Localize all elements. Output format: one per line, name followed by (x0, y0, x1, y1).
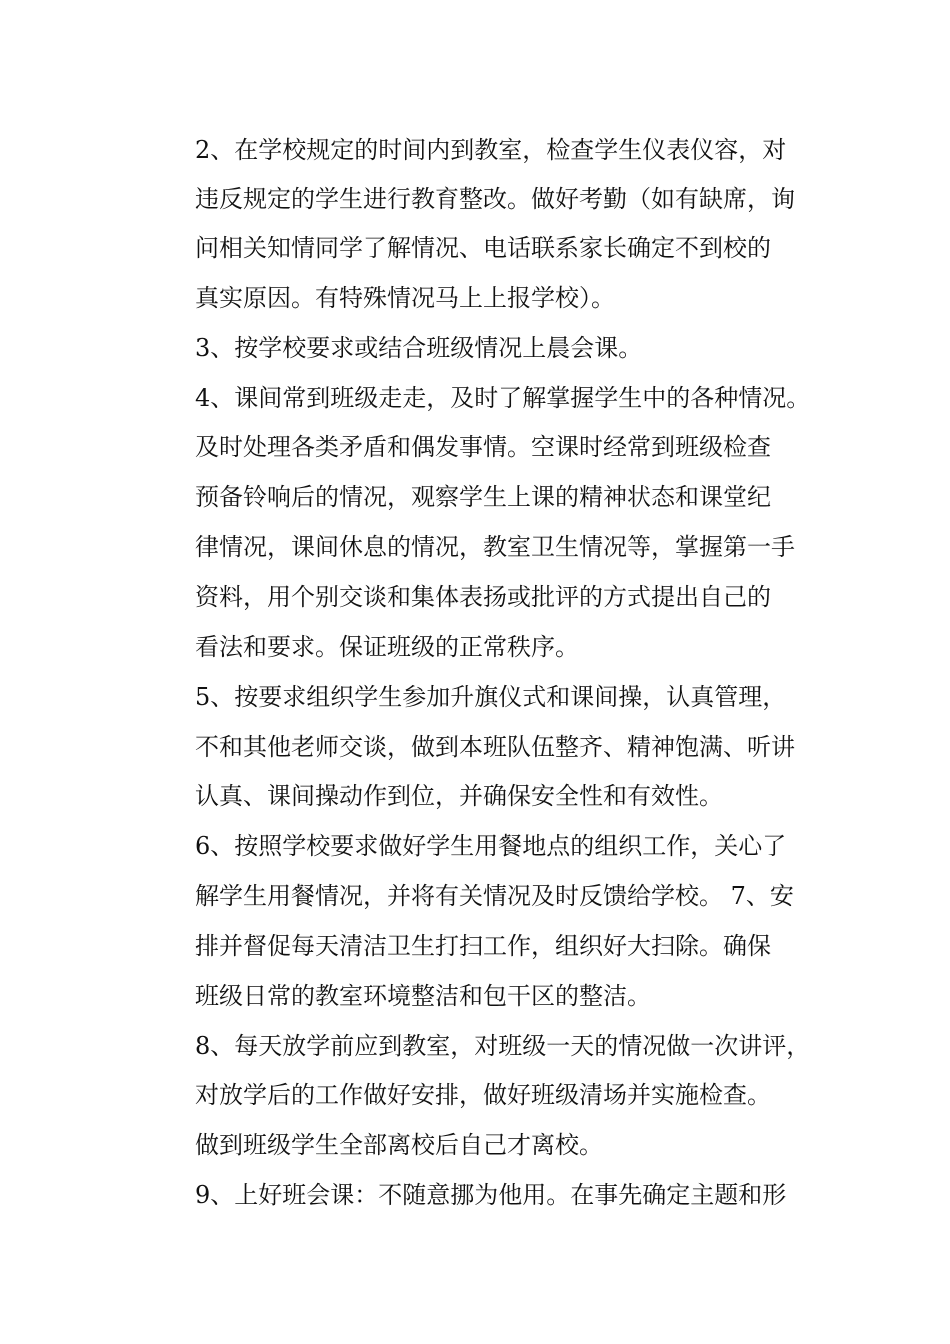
text-line: 解学生用餐情况，并将有关情况及时反馈给学校。 7、安 (195, 882, 794, 910)
text-line: 问相关知情同学了解情况、电话联系家长确定不到校的 (195, 234, 771, 262)
text-line: 3、按学校要求或结合班级情况上晨会课。 (195, 334, 643, 362)
text-line: 5、按要求组织学生参加升旗仪式和课间操，认真管理， (195, 683, 787, 711)
text-line: 9、上好班会课：不随意挪为他用。在事先确定主题和形 (195, 1181, 787, 1209)
text-line: 做到班级学生全部离校后自己才离校。 (195, 1131, 603, 1159)
text-line: 资料，用个别交谈和集体表扬或批评的方式提出自己的 (195, 583, 771, 611)
text-line: 4、课间常到班级走走，及时了解掌握学生中的各种情况。 (195, 384, 811, 412)
text-line: 2、在学校规定的时间内到教室，检查学生仪表仪容，对 (195, 136, 787, 164)
text-line: 排并督促每天清洁卫生打扫工作，组织好大扫除。确保 (195, 932, 771, 960)
text-line: 6、按照学校要求做好学生用餐地点的组织工作，关心了 (195, 832, 787, 860)
text-line: 班级日常的教室环境整洁和包干区的整洁。 (195, 982, 651, 1010)
text-line: 真实原因。有特殊情况马上上报学校）。 (195, 284, 615, 312)
text-line: 违反规定的学生进行教育整改。做好考勤（如有缺席，询 (195, 185, 795, 213)
text-line: 看法和要求。保证班级的正常秩序。 (195, 633, 579, 661)
text-line: 及时处理各类矛盾和偶发事情。空课时经常到班级检查 (195, 433, 771, 461)
text-line: 8、每天放学前应到教室，对班级一天的情况做一次讲评， (195, 1032, 811, 1060)
text-line: 预备铃响后的情况，观察学生上课的精神状态和课堂纪 (195, 483, 771, 511)
text-line: 律情况，课间休息的情况，教室卫生情况等，掌握第一手 (195, 533, 795, 561)
text-line: 不和其他老师交谈，做到本班队伍整齐、精神饱满、听讲 (195, 733, 795, 761)
text-line: 认真、课间操动作到位，并确保安全性和有效性。 (195, 782, 723, 810)
text-line: 对放学后的工作做好安排，做好班级清场并实施检查。 (195, 1081, 771, 1109)
